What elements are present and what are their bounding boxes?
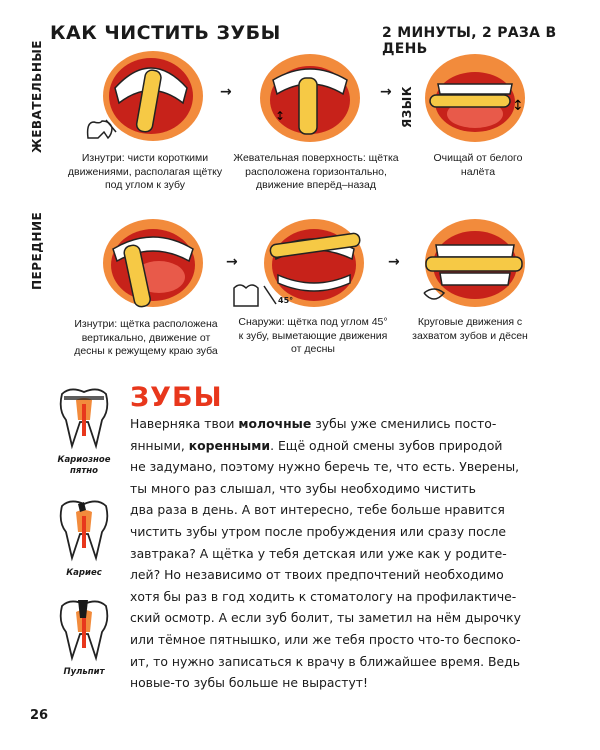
body-line: хотя бы раз в год ходить к стоматологу на профилактиче- (130, 588, 517, 604)
body-line: лей? Но независимо от твоих предпочтений необходимо (130, 567, 504, 583)
body-line: не задумано, поэтому нужно беречь те, что есть. Уверены, (130, 459, 520, 475)
tooth-caries-illustration (56, 498, 112, 562)
angle-label: 45° (278, 296, 294, 305)
row-label-front: ПЕРЕДНИЕ (30, 211, 44, 290)
body-line: новые-то зубы больше не вырастут! (130, 675, 368, 691)
arrow-icon: → (226, 254, 238, 270)
arrow-icon: → (388, 254, 400, 270)
arrow-icon: → (380, 84, 392, 100)
body-line: ский осмотр. А если зуб болит, ты заметил на нём дырочку (130, 610, 521, 626)
body-line: ты много раз слышал, что зубы необходимо чистить (130, 480, 476, 496)
mouth-chewing-surface-illustration (255, 50, 365, 145)
caption-outside-front: Снаружи: щётка под углом 45° к зубу, выметающие движения от десны (238, 316, 388, 355)
tooth-angle-icon (84, 118, 118, 142)
mouth-circular-motion-illustration (420, 215, 530, 310)
body-line: янными, коренными. Ещё одной смены зубов природой (130, 437, 503, 453)
tooth-label-caries-spot: Кариозное пятно (57, 455, 111, 476)
tooth-label-caries: Кариес (66, 568, 102, 578)
svg-text:↕: ↕ (275, 109, 286, 123)
row-label-tongue: ЯЗЫК (400, 85, 414, 128)
brushing-frequency: 2 МИНУТЫ, 2 РАЗА В ДЕНЬ (382, 25, 557, 57)
section-body (130, 413, 521, 694)
page-title: КАК ЧИСТИТЬ ЗУБЫ (50, 22, 281, 44)
body-line: Наверняка твои молочные зубы уже сменились посто- (130, 416, 497, 431)
section-title: ЗУБЫ (130, 382, 223, 413)
tooth-caries-spot-illustration (56, 386, 112, 450)
mouth-tongue-illustration (420, 50, 530, 145)
caption-inside-chewing: Изнутри: чисти короткими движениями, располагая щётку под углом к зубу (67, 152, 223, 191)
caption-chewing-surface: Жевательная поверхность: щётка расположена горизонтально, движение вперёд–назад (233, 152, 399, 191)
tooth-label-pulpitis: Пульпит (63, 667, 105, 677)
tooth-45-degree-icon (230, 280, 290, 310)
body-line: или тёмное пятнышко, или же тебя просто что-то беспоко- (130, 631, 521, 647)
body-line: два раза в день. А вот интересно, тебе больше нравится (130, 502, 505, 518)
body-line: чистить зубы утром после пробуждения или сразу после (130, 523, 507, 539)
tooth-pulpitis-illustration (56, 598, 112, 662)
row-label-chewing: ЖЕВАТЕЛЬНЫЕ (30, 40, 44, 153)
svg-text:↕: ↕ (512, 98, 524, 114)
caption-circular: Круговые движения с захватом зубов и дёсен (412, 316, 528, 342)
caption-tongue: Очищай от белого налёта (433, 152, 523, 178)
body-line: ит, то нужно записаться к врачу в ближайшее время. Ведь (130, 653, 520, 669)
arrow-icon: → (220, 84, 232, 100)
page-number: 26 (30, 708, 49, 723)
body-line: завтрака? А щётка у тебя детская или уже как у родите- (130, 545, 507, 561)
caption-inside-front: Изнутри: щётка расположена вертикально, движение от десны к режущему краю зуба (74, 318, 218, 357)
mouth-inside-front-illustration (95, 215, 205, 310)
